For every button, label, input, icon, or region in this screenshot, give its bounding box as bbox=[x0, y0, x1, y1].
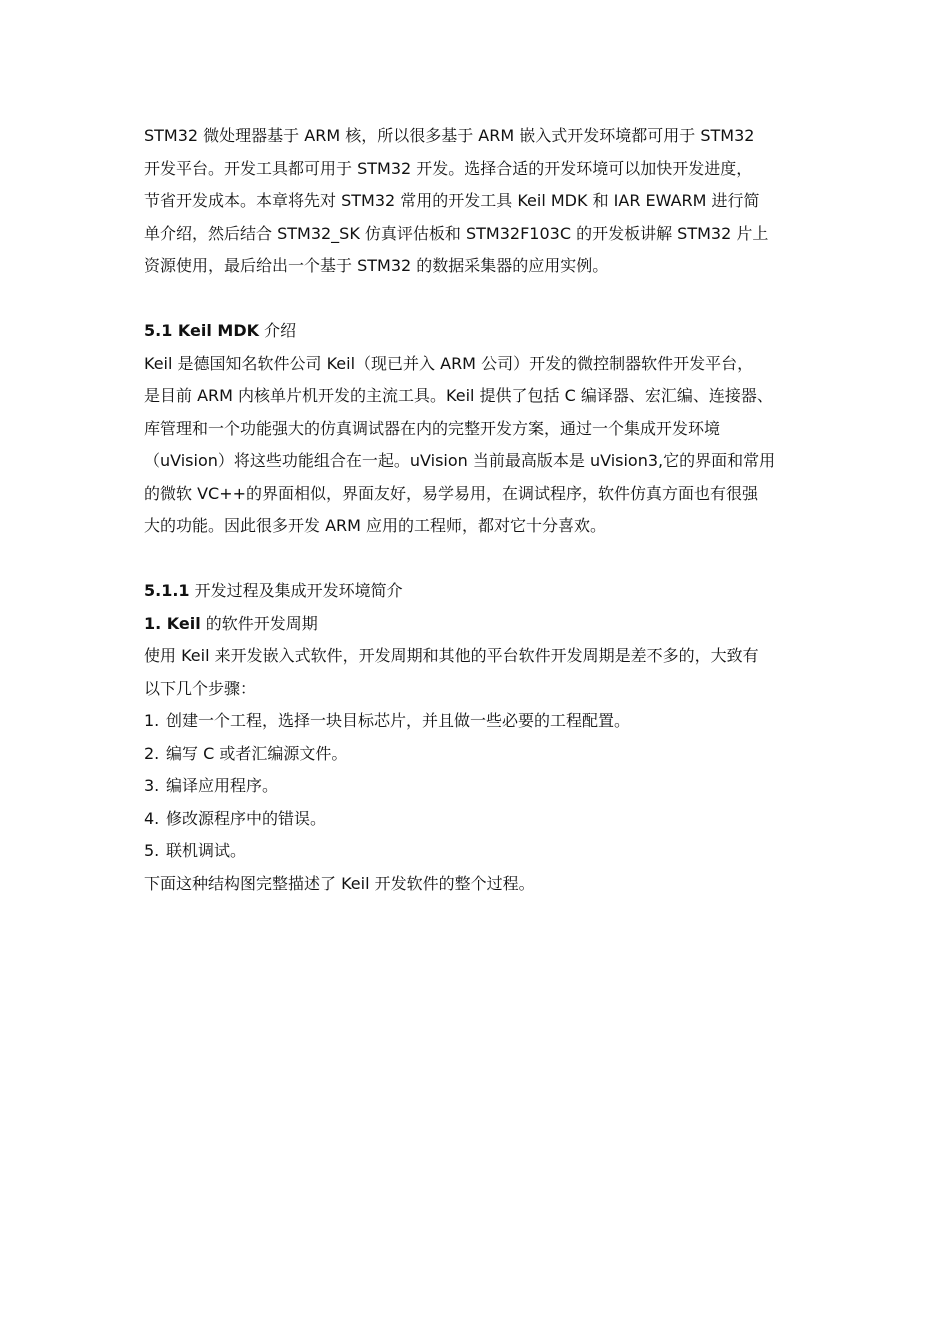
paragraph-line: 节省开发成本。本章将先对 STM32 常用的开发工具 Keil MDK 和 IAR EWARM 进行简 bbox=[144, 191, 760, 210]
heading-title: 开发过程及集成开发环境简介 bbox=[189, 581, 403, 600]
step-text: 创建一个工程，选择一块目标芯片，并且做一些必要的工程配置。 bbox=[166, 711, 631, 730]
spacer bbox=[144, 283, 814, 316]
paragraph-line: 是目前 ARM 内核单片机开发的主流工具。Keil 提供了包括 C 编译器、宏汇编、连接器、 bbox=[144, 386, 773, 405]
paragraph-line: 库管理和一个功能强大的仿真调试器在内的完整开发方案，通过一个集成开发环境 bbox=[144, 418, 721, 438]
paragraph-line: Keil 是德国知名软件公司 Keil（现已并入 ARM 公司）开发的微控制器软件开发平台， bbox=[144, 353, 754, 373]
heading-number: 5.1.1 bbox=[144, 581, 190, 600]
paragraph-line: （uVision）将这些功能组合在一起。uVision 当前最高版本是 uVision3,它的界面和常用 bbox=[144, 451, 776, 470]
section-heading-5-1-1 bbox=[144, 575, 814, 608]
steps-list bbox=[144, 705, 814, 868]
document-page bbox=[144, 120, 814, 900]
intro-paragraph bbox=[144, 120, 814, 283]
step-number: 2. bbox=[144, 743, 160, 763]
step-text: 编译应用程序。 bbox=[166, 776, 279, 795]
list-item bbox=[144, 835, 814, 868]
heading-number: 5.1 Keil MDK bbox=[144, 321, 260, 340]
step-number: 5. bbox=[144, 841, 160, 860]
paragraph-line: 使用 Keil 来开发嵌入式软件，开发周期和其他的平台软件开发周期是差不多的，大致有 bbox=[144, 646, 759, 665]
paragraph-line: 大的功能。因此很多开发 ARM 应用的工程师，都对它十分喜欢。 bbox=[144, 516, 607, 535]
sub-heading-title: 的软件开发周期 bbox=[200, 613, 318, 633]
list-item bbox=[144, 705, 814, 738]
list-item bbox=[144, 738, 814, 771]
step-text: 修改源程序中的错误。 bbox=[166, 808, 327, 828]
step-text: 联机调试。 bbox=[166, 841, 247, 860]
step-number: 3. bbox=[144, 776, 160, 795]
sub-heading-keil-cycle bbox=[144, 608, 814, 641]
cycle-intro-paragraph bbox=[144, 640, 814, 705]
closing-sentence: 下面这种结构图完整描述了 Keil 开发软件的整个过程。 bbox=[144, 873, 535, 893]
step-text: 编写 C 或者汇编源文件。 bbox=[166, 743, 348, 763]
step-number: 4. bbox=[144, 808, 160, 828]
paragraph-line: 开发平台。开发工具都可用于 STM32 开发。选择合适的开发环境可以加快开发进度， bbox=[144, 158, 753, 178]
step-number: 1. bbox=[144, 711, 160, 730]
paragraph-line: 的微软 VC++的界面相似，界面友好，易学易用，在调试程序，软件仿真方面也有很强 bbox=[144, 483, 759, 503]
keil-paragraph bbox=[144, 348, 814, 543]
paragraph-line: 单介绍，然后结合 STM32_SK 仿真评估板和 STM32F103C 的开发板讲解 STM32 片上 bbox=[144, 223, 769, 243]
paragraph-line: 以下几个步骤： bbox=[144, 678, 257, 698]
paragraph-line: STM32 微处理器基于 ARM 核，所以很多基于 ARM 嵌入式开发环境都可用于 STM32 bbox=[144, 126, 755, 145]
list-item bbox=[144, 770, 814, 803]
paragraph-line: 资源使用，最后给出一个基于 STM32 的数据采集器的应用实例。 bbox=[144, 256, 609, 275]
heading-title: 介绍 bbox=[259, 321, 297, 340]
spacer bbox=[144, 543, 814, 576]
sub-heading-number: 1. Keil bbox=[144, 613, 201, 633]
list-item bbox=[144, 803, 814, 836]
section-heading-5-1 bbox=[144, 315, 814, 348]
